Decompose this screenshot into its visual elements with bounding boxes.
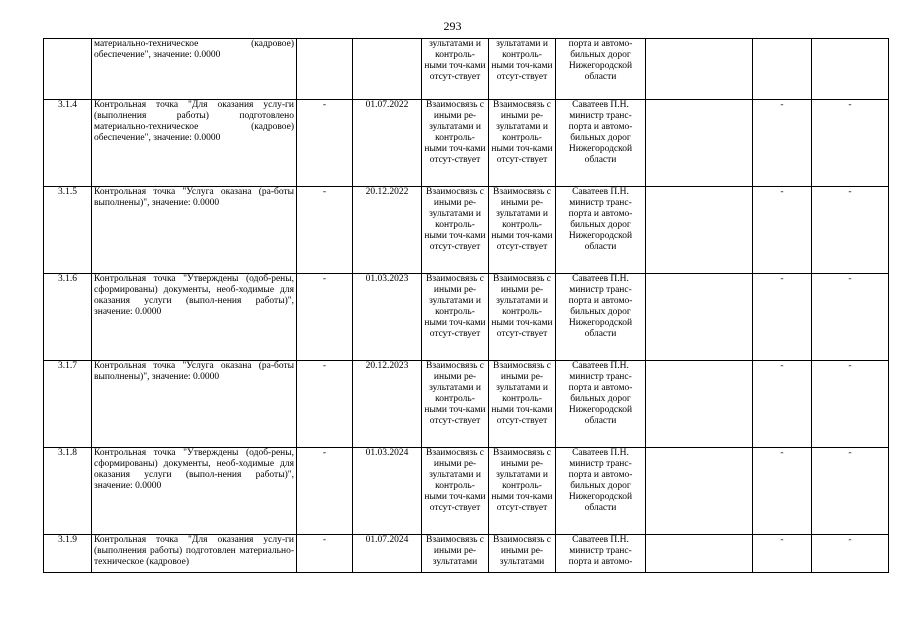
dash-cell: - <box>812 448 889 535</box>
base-value-cell <box>297 39 353 100</box>
deadline-date: 01.03.2023 <box>353 274 422 361</box>
empty-cell <box>646 535 753 573</box>
deadline-date: 20.12.2022 <box>353 187 422 274</box>
page-number: 293 <box>443 19 462 33</box>
predecessor-link: Взаимосвязь с иными ре-зультатами и контроль-ными точ-ками отсут-ствует <box>422 187 489 274</box>
table-row <box>44 274 889 361</box>
control-point-name: Контрольная точка "Для оказания услу-ги (выполнения работы) подготовлен материально-техническое (кадровое) <box>92 535 297 573</box>
responsible-person: Саватеев П.Н. министр транс-порта и автомо-бильных дорог Нижегородской области <box>556 274 646 361</box>
table-row <box>44 187 889 274</box>
dash-cell: - <box>812 535 889 573</box>
row-number: 3.1.7 <box>44 361 92 448</box>
empty-cell <box>646 274 753 361</box>
deadline-date: 01.07.2024 <box>353 535 422 573</box>
row-number: 3.1.6 <box>44 274 92 361</box>
table-row <box>44 448 889 535</box>
dash-cell: - <box>812 361 889 448</box>
dash-cell: - <box>753 361 812 448</box>
control-point-name: Контрольная точка "Утверждены (одоб-рены, сформированы) документы, необ-ходимые для оказания услуги (выпол-нения работы)", значение: 0.0000 <box>92 448 297 535</box>
row-number: 3.1.8 <box>44 448 92 535</box>
successor-link: Взаимосвязь с иными ре-зультатами и контроль-ными точ-ками отсут-ствует <box>489 361 556 448</box>
empty-cell <box>646 39 753 100</box>
dash-cell: - <box>753 448 812 535</box>
empty-cell <box>646 187 753 274</box>
predecessor-link: Взаимосвязь с иными ре-зультатами и контроль-ными точ-ками отсут-ствует <box>422 361 489 448</box>
table-row <box>44 535 889 573</box>
responsible-person: Саватеев П.Н. министр транс-порта и автомо-бильных дорог Нижегородской области <box>556 100 646 187</box>
base-value-cell: - <box>297 535 353 573</box>
responsible-person: Саватеев П.Н. министр транс-порта и автомо-бильных дорог Нижегородской области <box>556 448 646 535</box>
dash-cell: - <box>753 535 812 573</box>
predecessor-link: Взаимосвязь с иными ре-зультатами и контроль-ными точ-ками отсут-ствует <box>422 448 489 535</box>
dash-cell: - <box>753 274 812 361</box>
predecessor-link: зультатами и контроль-ными точ-ками отсут-ствует <box>422 39 489 100</box>
row-number: 3.1.4 <box>44 100 92 187</box>
responsible-person: порта и автомо-бильных дорог Нижегородской области <box>556 39 646 100</box>
deadline-date: 01.03.2024 <box>353 448 422 535</box>
dash-cell: - <box>812 187 889 274</box>
control-point-name: материально-техническое (кадровое) обеспечение", значение: 0.0000 <box>92 39 297 100</box>
table-row <box>44 39 889 100</box>
dash-cell: - <box>812 274 889 361</box>
predecessor-link: Взаимосвязь с иными ре-зультатами и контроль-ными точ-ками отсут-ствует <box>422 274 489 361</box>
row-number: 3.1.5 <box>44 187 92 274</box>
empty-cell <box>646 361 753 448</box>
successor-link: Взаимосвязь с иными ре-зультатами и контроль-ными точ-ками отсут-ствует <box>489 187 556 274</box>
successor-link: Взаимосвязь с иными ре-зультатами и контроль-ными точ-ками отсут-ствует <box>489 100 556 187</box>
empty-cell <box>646 448 753 535</box>
dash-cell <box>753 39 812 100</box>
deadline-date: 01.07.2022 <box>353 100 422 187</box>
predecessor-link: Взаимосвязь с иными ре-зультатами и контроль-ными точ-ками отсут-ствует <box>422 100 489 187</box>
dash-cell: - <box>753 187 812 274</box>
responsible-person: Саватеев П.Н. министр транс-порта и автомо-бильных дорог Нижегородской области <box>556 361 646 448</box>
dash-cell: - <box>812 100 889 187</box>
control-point-name: Контрольная точка "Услуга оказана (ра-боты выполнены)", значение: 0.0000 <box>92 361 297 448</box>
successor-link: Взаимосвязь с иными ре-зультатами <box>489 535 556 573</box>
dash-cell <box>812 39 889 100</box>
base-value-cell: - <box>297 187 353 274</box>
deadline-date: 20.12.2023 <box>353 361 422 448</box>
base-value-cell: - <box>297 274 353 361</box>
responsible-person: Саватеев П.Н. министр транс-порта и автомо-бильных дорог Нижегородской области <box>556 187 646 274</box>
row-number: 3.1.9 <box>44 535 92 573</box>
successor-link: Взаимосвязь с иными ре-зультатами и контроль-ными точ-ками отсут-ствует <box>489 274 556 361</box>
control-point-name: Контрольная точка "Утверждены (одоб-рены, сформированы) документы, необ-ходимые для оказания услуги (выпол-нения работы)", значение: 0.0000 <box>92 274 297 361</box>
table-row <box>44 100 889 187</box>
row-number <box>44 39 92 100</box>
successor-link: Взаимосвязь с иными ре-зультатами и контроль-ными точ-ками отсут-ствует <box>489 448 556 535</box>
control-points-table <box>43 38 889 573</box>
deadline-date <box>353 39 422 100</box>
responsible-person: Саватеев П.Н. министр транс-порта и автомо- <box>556 535 646 573</box>
control-point-name: Контрольная точка "Услуга оказана (ра-боты выполнены)", значение: 0.0000 <box>92 187 297 274</box>
base-value-cell: - <box>297 448 353 535</box>
dash-cell: - <box>753 100 812 187</box>
empty-cell <box>646 100 753 187</box>
successor-link: зультатами и контроль-ными точ-ками отсут-ствует <box>489 39 556 100</box>
control-point-name: Контрольная точка "Для оказания услу-ги (выполнения работы) подготовлено материально-техническое (кадровое) обеспечение", значение: 0.0000 <box>92 100 297 187</box>
predecessor-link: Взаимосвязь с иными ре-зультатами <box>422 535 489 573</box>
base-value-cell: - <box>297 100 353 187</box>
table-row <box>44 361 889 448</box>
base-value-cell: - <box>297 361 353 448</box>
